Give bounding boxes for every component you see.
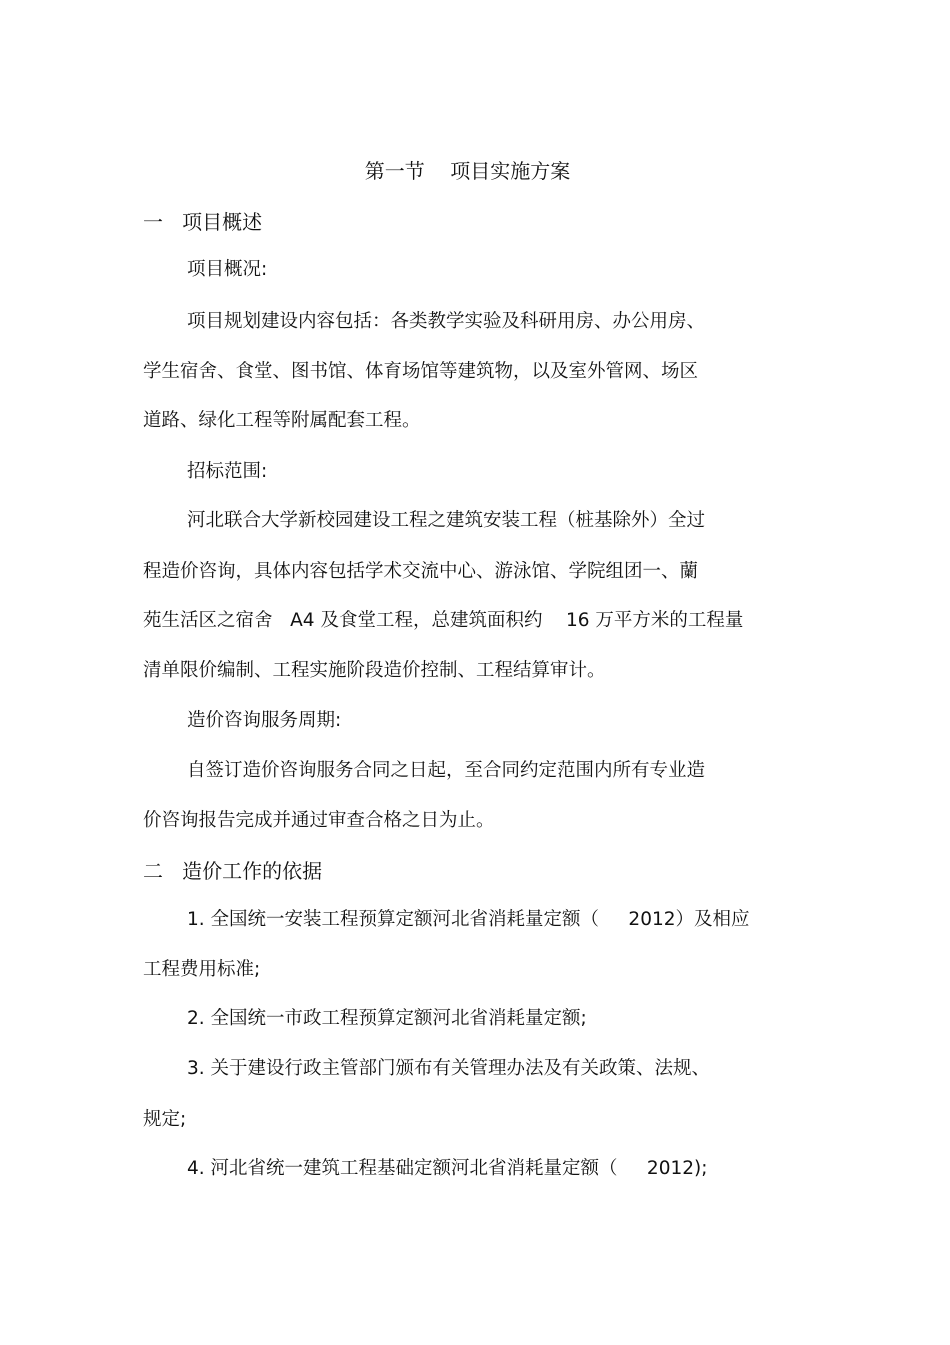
list-item-continuation: 规定; (143, 1109, 187, 1130)
list-item: 3. 关于建设行政主管部门颁布有关管理办法及有关政策、法规、 (187, 1058, 711, 1079)
overview-label: 项目概况: (187, 259, 268, 280)
paragraph-line: 学生宿舍、食堂、图书馆、体育场馆等建筑物，以及室外管网、场区 (143, 361, 699, 382)
paragraph-line: 清单限价编制、工程实施阶段造价控制、工程结算审计。 (143, 660, 606, 681)
list-item: 2. 全国统一市政工程预算定额河北省消耗量定额; (187, 1008, 587, 1029)
service-period-label: 造价咨询服务周期: (187, 710, 342, 731)
list-item: 4. 河北省统一建筑工程基础定额河北省消耗量定额（ 2012); (187, 1158, 708, 1179)
paragraph-line: 道路、绿化工程等附属配套工程。 (143, 410, 421, 431)
paragraph-line: 价咨询报告完成并通过审查合格之日为止。 (143, 810, 495, 831)
paragraph-line: 苑生活区之宿舍 A4 及食堂工程，总建筑面积约 16 万平方米的工程量 (143, 610, 744, 631)
section-heading-overview: 一 项目概述 (143, 210, 263, 234)
paragraph-line: 河北联合大学新校园建设工程之建筑安装工程（桩基除外）全过 (187, 510, 706, 531)
paragraph-line: 自签订造价咨询服务合同之日起，至合同约定范围内所有专业造 (187, 760, 706, 781)
paragraph-line: 程造价咨询，具体内容包括学术交流中心、游泳馆、学院组团一、蘭 (143, 561, 699, 582)
list-item-continuation: 工程费用标准; (143, 959, 261, 980)
paragraph-line: 项目规划建设内容包括：各类教学实验及科研用房、办公用房、 (187, 311, 706, 332)
scope-label: 招标范围: (187, 461, 268, 482)
page-title: 第一节 项目实施方案 (364, 159, 571, 183)
section-heading-basis: 二 造价工作的依据 (143, 859, 323, 883)
list-item: 1. 全国统一安装工程预算定额河北省消耗量定额（ 2012）及相应 (187, 909, 750, 930)
